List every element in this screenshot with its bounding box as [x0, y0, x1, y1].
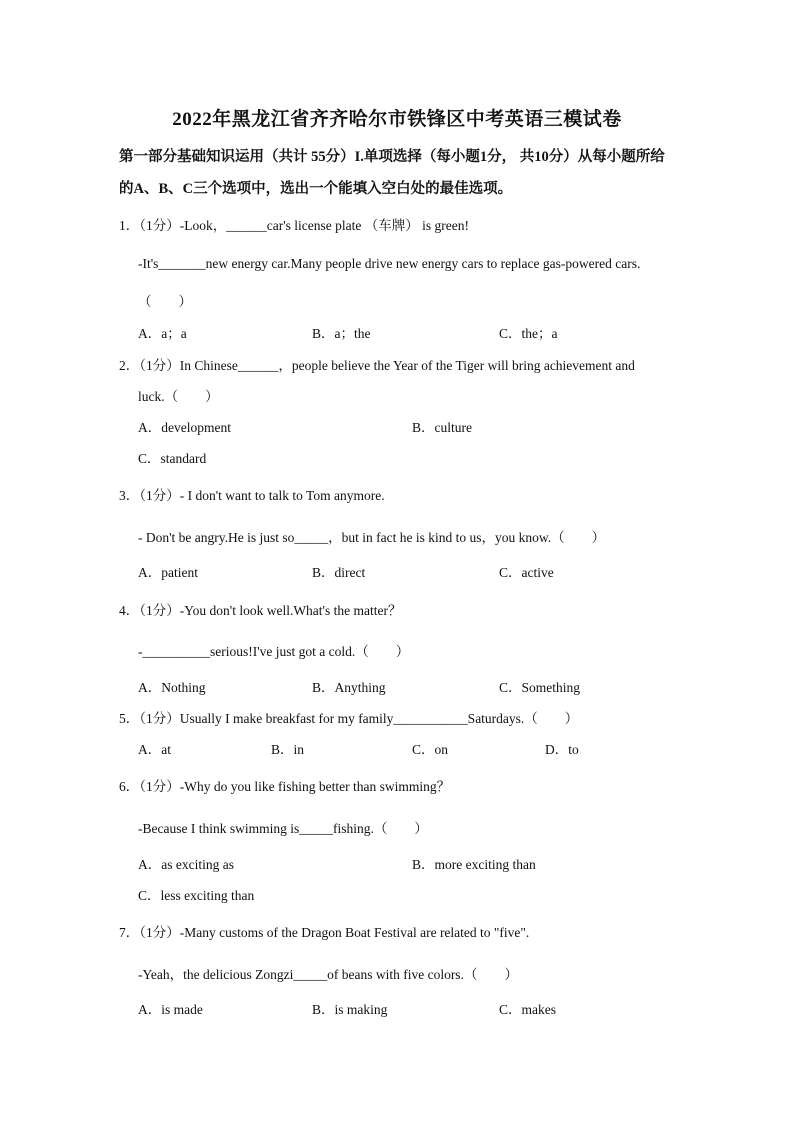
question-7-option-a[interactable]: A．is made: [138, 1002, 203, 1017]
question-1-option-a[interactable]: A．a；a: [138, 326, 187, 341]
question-4-option-b[interactable]: B．Anything: [312, 680, 386, 695]
question-6-stem: 6．（1分）-Why do you like fishing better than swimming？: [119, 779, 451, 794]
question-3-option-a[interactable]: A．patient: [138, 565, 198, 580]
exam-title: 2022年黑龙江省齐齐哈尔市铁锋区中考英语三模试卷: [172, 109, 622, 130]
question-5-option-d[interactable]: D．to: [545, 742, 579, 757]
question-2-option-b[interactable]: B．culture: [412, 420, 472, 435]
question-2-option-c[interactable]: C．standard: [138, 451, 207, 466]
question-1-line-2: -It's_______new energy car.Many people drive new energy cars to replace gas-powered cars.: [138, 256, 641, 271]
question-2-option-a[interactable]: A．development: [138, 420, 231, 435]
question-1-option-c[interactable]: C．the；a: [499, 326, 558, 341]
question-3-option-b[interactable]: B．direct: [312, 565, 366, 580]
question-6-line-2: -Because I think swimming is_____fishing.（ ）: [138, 821, 428, 836]
question-6-option-b[interactable]: B．more exciting than: [412, 857, 536, 872]
question-2-stem: 2．（1分）In Chinese______，people believe the Year of the Tiger will bring achievement and: [119, 358, 635, 373]
question-1-line-3: （ ）: [138, 294, 192, 309]
section-heading-line-1: 第一部分基础知识运用（共计 55分）I.单项选择（每小题1分， 共10分）从每小题所给: [119, 149, 665, 165]
question-5-option-c[interactable]: C．on: [412, 742, 449, 757]
question-4-line-2: -__________serious!I've just got a cold.（ ）: [138, 644, 410, 659]
question-4-option-a[interactable]: A．Nothing: [138, 680, 206, 695]
question-3-option-c[interactable]: C．active: [499, 565, 554, 580]
question-5-option-b[interactable]: B．in: [271, 742, 305, 757]
question-6-option-a[interactable]: A．as exciting as: [138, 857, 234, 872]
question-4-option-c[interactable]: C．Something: [499, 680, 581, 695]
question-7-line-2: -Yeah，the delicious Zongzi_____of beans with five colors.（ ）: [138, 967, 518, 982]
question-3-line-2: - Don't be angry.He is just so_____，but in fact he is kind to us，you know.（ ）: [138, 530, 606, 545]
question-7-stem: 7．（1分）-Many customs of the Dragon Boat Festival are related to "five".: [119, 925, 530, 940]
section-heading-line-2: 的A、B、C三个选项中，选出一个能填入空白处的最佳选项。: [119, 181, 513, 197]
question-6-option-c[interactable]: C．less exciting than: [138, 888, 255, 903]
question-7-option-c[interactable]: C．makes: [499, 1002, 556, 1017]
question-5-option-a[interactable]: A．at: [138, 742, 171, 757]
question-3-stem: 3．（1分）- I don't want to talk to Tom anymore.: [119, 488, 385, 503]
question-2-line-2: luck.（ ）: [138, 389, 219, 404]
question-7-option-b[interactable]: B．is making: [312, 1002, 388, 1017]
question-1-option-b[interactable]: B．a；the: [312, 326, 371, 341]
question-4-stem: 4．（1分）-You don't look well.What's the matter？: [119, 603, 402, 618]
question-1-stem: 1．（1分）-Look，______car's license plate （车牌） is green!: [119, 218, 469, 233]
question-5-stem: 5．（1分）Usually I make breakfast for my family___________Saturdays.（ ）: [119, 711, 579, 726]
